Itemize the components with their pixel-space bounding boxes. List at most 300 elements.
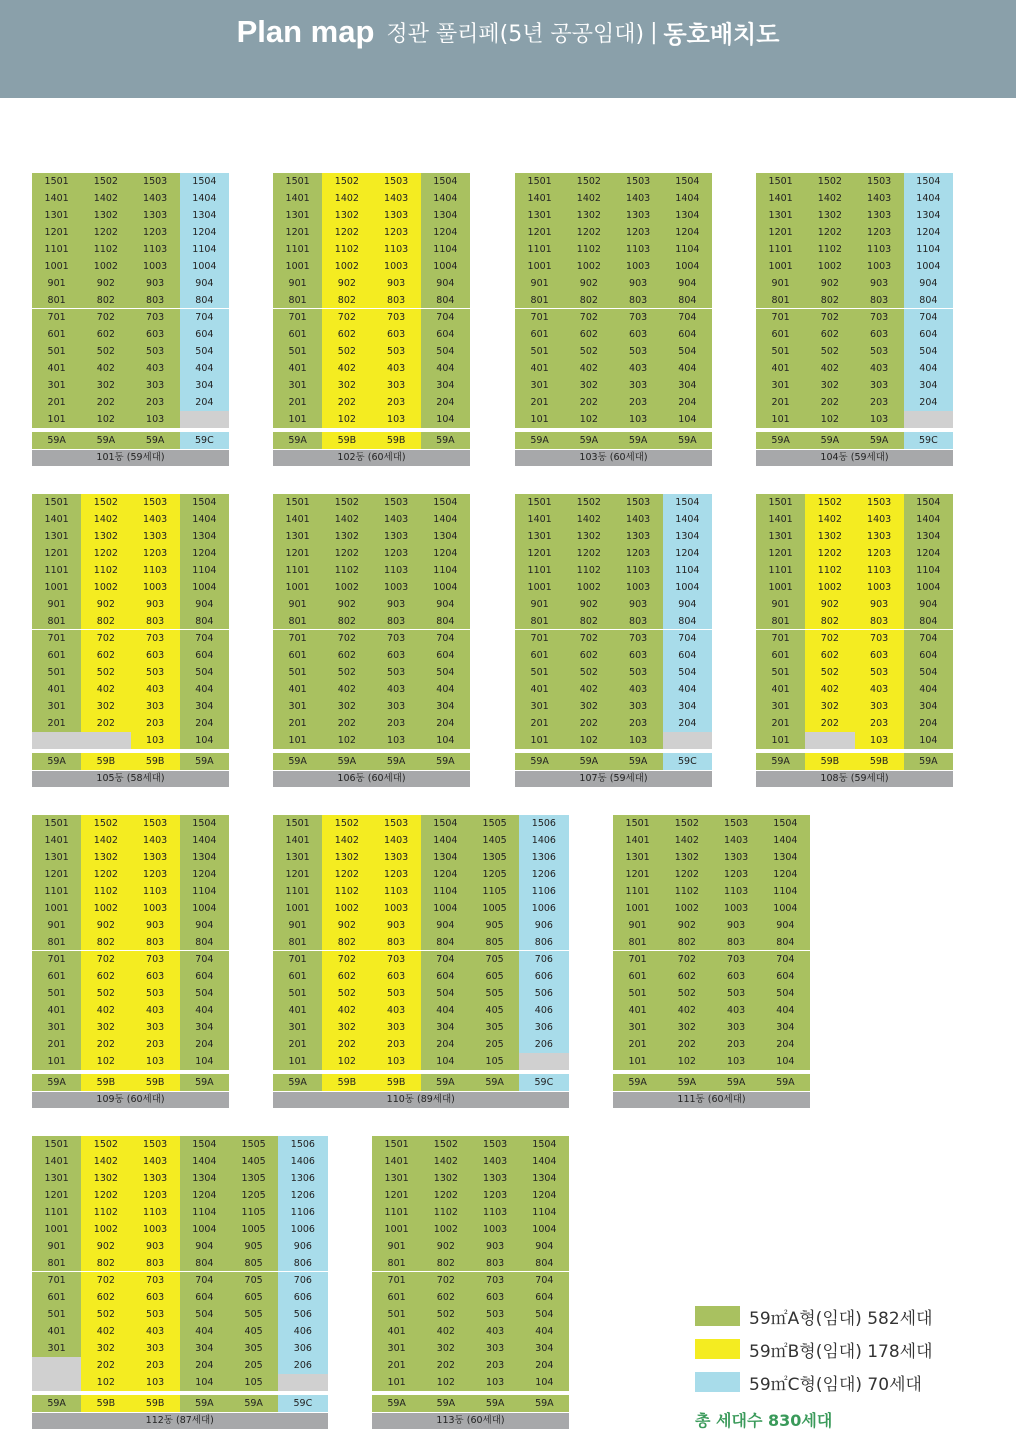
unit-cell: 701: [32, 1272, 81, 1289]
unit-cell: 1403: [855, 190, 904, 207]
unit-cell: 601: [515, 647, 564, 664]
unit-cell: 603: [131, 1289, 180, 1306]
unit-cell: 505: [229, 1306, 278, 1323]
unit-cell: 703: [131, 630, 180, 647]
unit-type-label: 59A: [712, 1074, 761, 1091]
unit-cell: 1003: [131, 579, 180, 596]
unit-cell: 202: [564, 715, 613, 732]
unit-cell: 505: [470, 985, 519, 1002]
unit-cell: 1204: [663, 224, 712, 241]
unit-cell: 1101: [756, 241, 805, 258]
unit-cell: 1001: [273, 900, 322, 917]
unit-cell: 1003: [131, 258, 180, 275]
unit-cell: 1504: [180, 815, 229, 832]
unit-cell: 1201: [32, 1187, 81, 1204]
unit-cell: 1103: [855, 241, 904, 258]
unit-cell: 1401: [756, 190, 805, 207]
unit-cell: 402: [421, 1323, 470, 1340]
building-name: 101동 (59세대): [32, 450, 229, 466]
empty-unit-cell: [519, 1053, 568, 1070]
unit-cell: 1004: [520, 1221, 569, 1238]
unit-cell: 1301: [372, 1170, 421, 1187]
unit-cell: 803: [131, 613, 180, 630]
unit-cell: 404: [180, 360, 229, 377]
unit-cell: 702: [81, 309, 130, 326]
unit-cell: 104: [421, 1053, 470, 1070]
unit-cell: 803: [131, 292, 180, 309]
unit-type-label: 59C: [519, 1074, 568, 1091]
unit-cell: 202: [564, 394, 613, 411]
unit-cell: 1104: [421, 241, 470, 258]
unit-cell: 1101: [32, 562, 81, 579]
unit-cell: 603: [614, 647, 663, 664]
unit-cell: 1503: [131, 494, 180, 511]
unit-cell: 203: [372, 394, 421, 411]
unit-type-label: 59A: [81, 432, 130, 449]
unit-cell: 1403: [131, 511, 180, 528]
unit-cell: 501: [273, 664, 322, 681]
unit-cell: 903: [471, 1238, 520, 1255]
legend-label-59a: 59㎡A형(임대) 582세대: [749, 1309, 933, 1329]
unit-cell: 604: [761, 968, 810, 985]
unit-cell: 402: [564, 681, 613, 698]
unit-cell: 1501: [273, 494, 322, 511]
unit-cell: 302: [805, 698, 854, 715]
unit-cell: 203: [372, 715, 421, 732]
unit-cell: 1204: [761, 866, 810, 883]
unit-cell: 102: [662, 1053, 711, 1070]
unit-cell: 1501: [32, 1136, 81, 1153]
unit-cell: 1202: [81, 1187, 130, 1204]
unit-cell: 902: [81, 596, 130, 613]
building-name: 104동 (59세대): [756, 450, 953, 466]
unit-cell: 502: [805, 343, 854, 360]
building-name: 106동 (60세대): [273, 771, 470, 787]
unit-cell: 204: [180, 1357, 229, 1374]
unit-cell: 1104: [520, 1204, 569, 1221]
unit-cell: 403: [131, 360, 180, 377]
unit-cell: 1303: [372, 207, 421, 224]
type-row-divider: [32, 1070, 229, 1074]
unit-type-label: 59A: [471, 1395, 520, 1412]
unit-cell: 401: [515, 681, 564, 698]
unit-cell: 1104: [663, 562, 712, 579]
unit-cell: 1302: [322, 528, 371, 545]
unit-cell: 201: [515, 394, 564, 411]
unit-cell: 1404: [180, 1153, 229, 1170]
unit-cell: 804: [421, 934, 470, 951]
unit-cell: 1001: [515, 258, 564, 275]
unit-cell: 904: [180, 917, 229, 934]
unit-cell: 1302: [662, 849, 711, 866]
unit-cell: 301: [32, 1019, 81, 1036]
unit-cell: 402: [662, 1002, 711, 1019]
unit-cell: 1302: [81, 1170, 130, 1187]
unit-cell: 404: [663, 360, 712, 377]
empty-unit-cell: [180, 411, 229, 428]
unit-cell: 1103: [471, 1204, 520, 1221]
unit-cell: 603: [712, 968, 761, 985]
unit-cell: 506: [519, 985, 568, 1002]
unit-cell: 1004: [180, 258, 229, 275]
unit-type-label: 59A: [662, 1074, 711, 1091]
unit-cell: 301: [273, 377, 322, 394]
unit-cell: 103: [712, 1053, 761, 1070]
unit-cell: 103: [131, 411, 180, 428]
unit-type-label: 59A: [32, 1395, 81, 1412]
unit-cell: 803: [855, 613, 904, 630]
unit-cell: 1002: [81, 579, 130, 596]
unit-cell: 1004: [421, 579, 470, 596]
unit-cell: 802: [805, 613, 854, 630]
unit-cell: 703: [614, 630, 663, 647]
unit-cell: 403: [712, 1002, 761, 1019]
unit-cell: 1101: [515, 562, 564, 579]
unit-cell: 604: [180, 326, 229, 343]
unit-cell: 402: [564, 360, 613, 377]
unit-cell: 1401: [32, 1153, 81, 1170]
unit-cell: 1301: [32, 1170, 81, 1187]
unit-cell: 703: [712, 951, 761, 968]
unit-cell: 1103: [131, 241, 180, 258]
unit-cell: 403: [372, 681, 421, 698]
unit-cell: 504: [904, 343, 953, 360]
unit-cell: 1002: [805, 258, 854, 275]
unit-cell: 801: [515, 613, 564, 630]
unit-cell: 1104: [663, 241, 712, 258]
unit-cell: 1101: [32, 1204, 81, 1221]
unit-cell: 801: [273, 292, 322, 309]
unit-cell: 201: [613, 1036, 662, 1053]
unit-cell: 404: [421, 360, 470, 377]
unit-cell: 802: [322, 934, 371, 951]
unit-cell: 1203: [471, 1187, 520, 1204]
unit-cell: 303: [712, 1019, 761, 1036]
unit-cell: 1401: [515, 511, 564, 528]
header-separator: |: [650, 19, 658, 45]
unit-cell: 1202: [564, 545, 613, 562]
unit-type-label: 59A: [32, 753, 81, 770]
unit-cell: 1104: [904, 241, 953, 258]
unit-cell: 1202: [322, 224, 371, 241]
unit-cell: 904: [180, 275, 229, 292]
unit-cell: 902: [81, 1238, 130, 1255]
unit-cell: 601: [32, 1289, 81, 1306]
unit-cell: 901: [756, 596, 805, 613]
unit-cell: 602: [564, 647, 613, 664]
unit-cell: 1003: [614, 579, 663, 596]
unit-cell: 1501: [515, 173, 564, 190]
unit-cell: 104: [520, 1374, 569, 1391]
unit-cell: 1304: [520, 1170, 569, 1187]
empty-unit-cell: [663, 732, 712, 749]
unit-cell: 704: [180, 1272, 229, 1289]
unit-type-label: 59B: [372, 432, 421, 449]
type-row-divider: [273, 749, 470, 753]
unit-cell: 304: [421, 377, 470, 394]
unit-cell: 302: [564, 698, 613, 715]
unit-cell: 604: [180, 1289, 229, 1306]
unit-cell: 203: [131, 394, 180, 411]
unit-cell: 601: [515, 326, 564, 343]
unit-cell: 401: [756, 360, 805, 377]
unit-cell: 902: [421, 1238, 470, 1255]
unit-cell: 1203: [131, 866, 180, 883]
unit-cell: 504: [180, 1306, 229, 1323]
unit-cell: 1004: [421, 900, 470, 917]
unit-cell: 1301: [273, 207, 322, 224]
unit-cell: 1502: [322, 815, 371, 832]
unit-cell: 404: [520, 1323, 569, 1340]
unit-cell: 202: [322, 394, 371, 411]
unit-cell: 1101: [613, 883, 662, 900]
unit-cell: 1503: [712, 815, 761, 832]
unit-cell: 804: [663, 613, 712, 630]
unit-cell: 1202: [322, 545, 371, 562]
unit-type-label: 59A: [372, 1395, 421, 1412]
type-row-divider: [273, 1070, 569, 1074]
unit-cell: 104: [421, 732, 470, 749]
unit-cell: 401: [515, 360, 564, 377]
unit-cell: 904: [180, 596, 229, 613]
unit-cell: 1404: [180, 511, 229, 528]
unit-cell: 103: [471, 1374, 520, 1391]
unit-cell: 201: [756, 394, 805, 411]
unit-cell: 1102: [81, 241, 130, 258]
unit-cell: 601: [273, 968, 322, 985]
unit-cell: 201: [372, 1357, 421, 1374]
unit-cell: 503: [372, 985, 421, 1002]
unit-cell: 1206: [519, 866, 568, 883]
unit-cell: 1502: [322, 173, 371, 190]
unit-cell: 901: [273, 917, 322, 934]
unit-cell: 704: [421, 630, 470, 647]
unit-cell: 403: [855, 681, 904, 698]
unit-cell: 1102: [81, 562, 130, 579]
unit-cell: 1006: [278, 1221, 327, 1238]
unit-cell: 401: [273, 681, 322, 698]
unit-cell: 1203: [372, 224, 421, 241]
unit-cell: 902: [805, 596, 854, 613]
unit-cell: 606: [519, 968, 568, 985]
unit-cell: 1001: [32, 1221, 81, 1238]
unit-cell: 904: [904, 275, 953, 292]
unit-cell: 1504: [520, 1136, 569, 1153]
unit-cell: 1301: [273, 528, 322, 545]
unit-cell: 502: [322, 343, 371, 360]
unit-cell: 602: [805, 647, 854, 664]
unit-cell: 304: [180, 698, 229, 715]
total-units: 총 세대수 830세대: [695, 1411, 833, 1430]
unit-cell: 302: [322, 1019, 371, 1036]
unit-cell: 803: [131, 1255, 180, 1272]
unit-cell: 601: [32, 968, 81, 985]
unit-cell: 401: [32, 360, 81, 377]
unit-cell: 101: [32, 1053, 81, 1070]
unit-cell: 1306: [519, 849, 568, 866]
unit-cell: 804: [761, 934, 810, 951]
unit-cell: 904: [421, 596, 470, 613]
unit-cell: 604: [904, 647, 953, 664]
unit-cell: 406: [278, 1323, 327, 1340]
unit-cell: 404: [761, 1002, 810, 1019]
unit-cell: 502: [662, 985, 711, 1002]
unit-cell: 804: [180, 934, 229, 951]
unit-cell: 1504: [421, 494, 470, 511]
unit-type-label: 59B: [81, 1074, 130, 1091]
unit-cell: 1002: [662, 900, 711, 917]
unit-cell: 503: [471, 1306, 520, 1323]
unit-cell: 1403: [712, 832, 761, 849]
unit-cell: 504: [421, 343, 470, 360]
unit-cell: 102: [322, 1053, 371, 1070]
unit-cell: 1301: [515, 207, 564, 224]
unit-cell: 101: [273, 732, 322, 749]
unit-cell: 1102: [805, 562, 854, 579]
unit-cell: 1003: [855, 258, 904, 275]
unit-cell: 701: [32, 951, 81, 968]
unit-cell: 102: [81, 1374, 130, 1391]
unit-cell: 1501: [32, 173, 81, 190]
unit-cell: 1101: [273, 241, 322, 258]
unit-cell: 404: [421, 1002, 470, 1019]
unit-cell: 401: [756, 681, 805, 698]
unit-cell: 1304: [180, 1170, 229, 1187]
unit-cell: 1204: [421, 866, 470, 883]
unit-cell: 1104: [180, 562, 229, 579]
unit-cell: 803: [372, 934, 421, 951]
unit-cell: 1201: [273, 866, 322, 883]
unit-cell: 304: [904, 698, 953, 715]
unit-cell: 401: [372, 1323, 421, 1340]
unit-cell: 1003: [131, 900, 180, 917]
legend-label-59b: 59㎡B형(임대) 178세대: [749, 1342, 933, 1362]
unit-type-label: 59A: [470, 1074, 519, 1091]
unit-cell: 201: [32, 715, 81, 732]
unit-cell: 403: [131, 1002, 180, 1019]
unit-cell: 1203: [131, 1187, 180, 1204]
unit-cell: 703: [614, 309, 663, 326]
unit-cell: 1201: [372, 1187, 421, 1204]
unit-cell: 604: [180, 647, 229, 664]
unit-cell: 1102: [662, 883, 711, 900]
unit-cell: 1203: [712, 866, 761, 883]
unit-cell: 1301: [515, 528, 564, 545]
unit-cell: 704: [663, 630, 712, 647]
unit-cell: 1001: [32, 900, 81, 917]
unit-cell: 1004: [180, 579, 229, 596]
unit-cell: 1002: [805, 579, 854, 596]
unit-cell: 1404: [180, 832, 229, 849]
unit-cell: 401: [273, 360, 322, 377]
unit-cell: 1001: [756, 579, 805, 596]
unit-cell: 504: [180, 664, 229, 681]
unit-cell: 1204: [904, 545, 953, 562]
unit-cell: 1002: [564, 258, 613, 275]
unit-cell: 1204: [663, 545, 712, 562]
unit-cell: 203: [131, 1357, 180, 1374]
unit-cell: 501: [32, 343, 81, 360]
unit-cell: 402: [322, 1002, 371, 1019]
unit-cell: 903: [712, 917, 761, 934]
unit-cell: 1402: [322, 190, 371, 207]
unit-cell: 1105: [229, 1204, 278, 1221]
page-title: 동호배치도: [663, 20, 780, 49]
unit-cell: 704: [180, 951, 229, 968]
unit-cell: 1403: [372, 190, 421, 207]
unit-cell: 1101: [273, 562, 322, 579]
unit-cell: 902: [322, 596, 371, 613]
unit-cell: 1001: [756, 258, 805, 275]
unit-cell: 1204: [421, 545, 470, 562]
unit-cell: 504: [180, 985, 229, 1002]
header-bar: [0, 0, 1016, 98]
unit-cell: 402: [805, 360, 854, 377]
unit-type-label: 59A: [273, 1074, 322, 1091]
unit-cell: 102: [564, 732, 613, 749]
unit-cell: 705: [229, 1272, 278, 1289]
unit-cell: 701: [613, 951, 662, 968]
unit-cell: 1102: [322, 883, 371, 900]
unit-cell: 504: [180, 343, 229, 360]
unit-cell: 101: [273, 411, 322, 428]
unit-cell: 1203: [614, 545, 663, 562]
unit-cell: 102: [81, 1053, 130, 1070]
unit-cell: 102: [421, 1374, 470, 1391]
unit-cell: 201: [756, 715, 805, 732]
legend-swatch-59c: [695, 1372, 740, 1392]
unit-cell: 1003: [372, 579, 421, 596]
unit-cell: 1301: [756, 528, 805, 545]
unit-cell: 1501: [613, 815, 662, 832]
unit-cell: 1303: [131, 1170, 180, 1187]
unit-cell: 802: [564, 613, 613, 630]
unit-cell: 1201: [32, 866, 81, 883]
unit-cell: 1106: [519, 883, 568, 900]
unit-cell: 1006: [519, 900, 568, 917]
unit-cell: 1301: [613, 849, 662, 866]
unit-type-label: 59B: [322, 432, 371, 449]
unit-cell: 704: [180, 309, 229, 326]
unit-cell: 701: [515, 309, 564, 326]
unit-cell: 904: [180, 1238, 229, 1255]
unit-cell: 1401: [273, 511, 322, 528]
unit-cell: 503: [855, 664, 904, 681]
unit-cell: 406: [519, 1002, 568, 1019]
unit-cell: 902: [81, 275, 130, 292]
unit-cell: 1002: [322, 900, 371, 917]
unit-cell: 102: [81, 411, 130, 428]
unit-cell: 502: [81, 1306, 130, 1323]
unit-cell: 101: [515, 411, 564, 428]
unit-cell: 501: [515, 664, 564, 681]
unit-cell: 1501: [32, 494, 81, 511]
unit-cell: 1304: [421, 528, 470, 545]
unit-cell: 301: [32, 698, 81, 715]
unit-cell: 604: [520, 1289, 569, 1306]
unit-cell: 1404: [180, 190, 229, 207]
unit-cell: 805: [470, 934, 519, 951]
unit-cell: 1504: [421, 815, 470, 832]
unit-cell: 804: [180, 292, 229, 309]
unit-cell: 1103: [372, 241, 421, 258]
unit-type-label: 59A: [564, 432, 613, 449]
unit-cell: 702: [662, 951, 711, 968]
unit-cell: 1303: [855, 528, 904, 545]
unit-cell: 802: [81, 613, 130, 630]
unit-cell: 1403: [131, 832, 180, 849]
unit-cell: 1002: [81, 900, 130, 917]
